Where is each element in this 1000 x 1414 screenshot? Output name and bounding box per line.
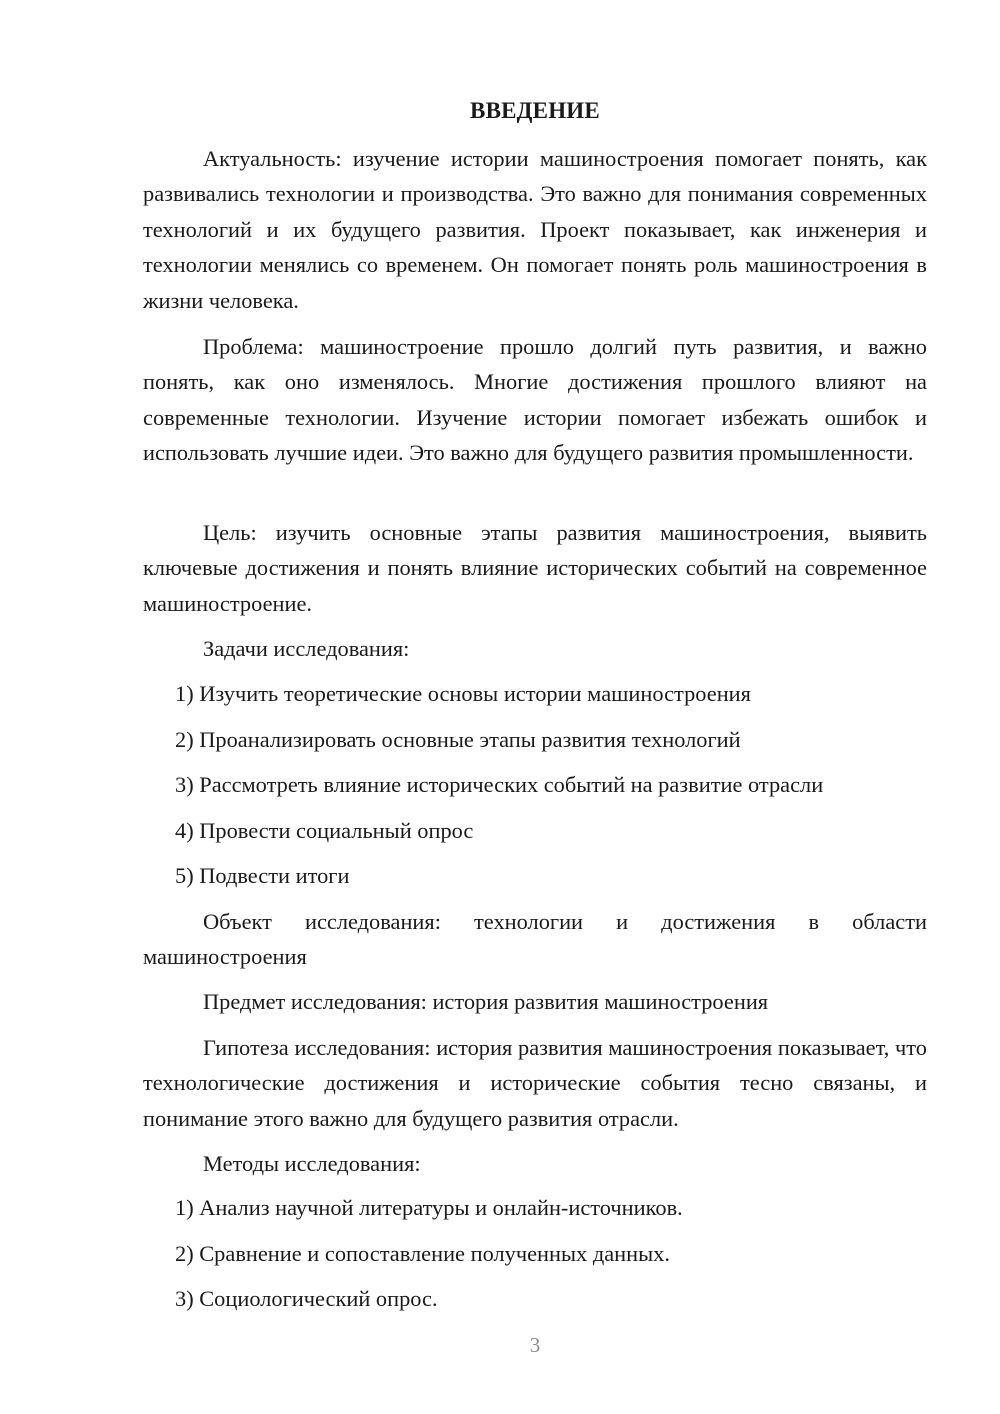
method-item: 1) Анализ научной литературы и онлайн-источников. bbox=[175, 1195, 683, 1220]
task-item: 1) Изучить теоретические основы истории машиностроения bbox=[175, 681, 751, 706]
section-title: ВВЕДЕНИЕ bbox=[470, 98, 600, 123]
relevance-paragraph: Актуальность: изучение истории машиностроения помогает понять, как развивались технологии и производства. Это важно для понимания современных технологий и их будущего развития. Проект показывает, как инженерия и технологии менялись со временем. Он помогает понять роль машиностроения в жизни человека. bbox=[143, 146, 927, 313]
task-item: 2) Проанализировать основные этапы развития технологий bbox=[175, 727, 741, 752]
object-paragraph: Объект исследования: технологии и достижения в области машиностроения bbox=[143, 909, 927, 970]
task-item: 3) Рассмотреть влияние исторических событий на развитие отрасли bbox=[175, 772, 824, 797]
subject-line: Предмет исследования: история развития машиностроения bbox=[203, 989, 769, 1014]
problem-paragraph: Проблема: машиностроение прошло долгий путь развития, и важно понять, как оно изменялось. Многие достижения прошлого влияют на современные технологии. Изучение истории помогает избежать ошибок и использовать лучшие идеи. Это важно для будущего развития промышленности. bbox=[143, 334, 927, 466]
tasks-heading: Задачи исследования: bbox=[203, 636, 410, 661]
task-item: 5) Подвести итоги bbox=[175, 863, 350, 888]
task-item: 4) Провести социальный опрос bbox=[175, 818, 474, 843]
page-number: 3 bbox=[529, 1333, 541, 1357]
method-item: 2) Сравнение и сопоставление полученных данных. bbox=[175, 1241, 670, 1266]
method-item: 3) Социологический опрос. bbox=[175, 1286, 438, 1311]
hypothesis-paragraph: Гипотеза исследования: история развития машиностроения показывает, что технологические достижения и исторические события тесно связаны, и понимание этого важно для будущего развития отрасли. bbox=[143, 1035, 927, 1131]
methods-heading: Методы исследования: bbox=[203, 1151, 421, 1176]
goal-paragraph: Цель: изучить основные этапы развития машиностроения, выявить ключевые достижения и понять влияние исторических событий на современное машиностроение. bbox=[143, 520, 927, 616]
